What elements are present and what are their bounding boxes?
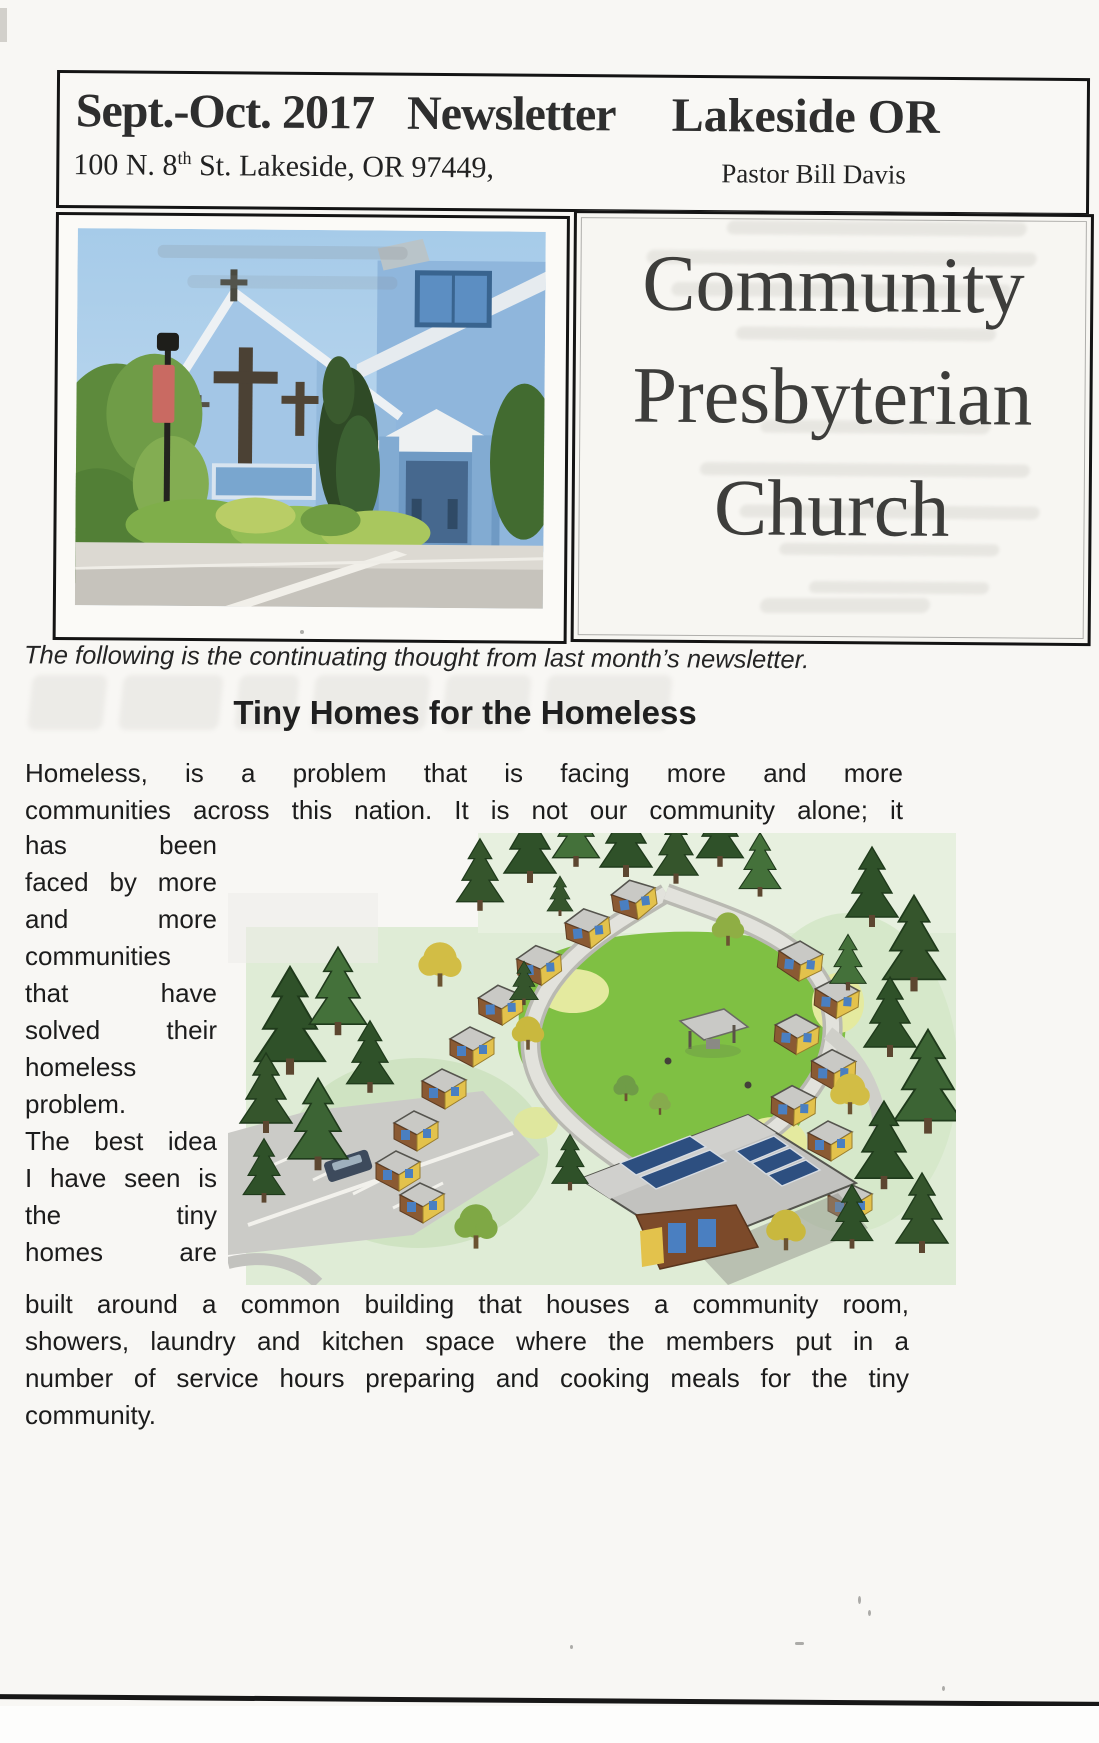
text-line: faced by more	[25, 867, 217, 897]
issue-title: Sept.-Oct. 2017 Newsletter	[75, 84, 616, 142]
text-line: number of service hours preparing and cooking meals for the tiny	[25, 1363, 909, 1393]
scan-speck	[942, 1686, 945, 1691]
scanner-bed	[0, 1706, 1099, 1743]
scan-speck	[570, 1645, 573, 1649]
church-address	[73, 147, 494, 185]
text-line: that have	[25, 978, 217, 1008]
scan-speck	[868, 1610, 871, 1616]
masthead-line-3: Church	[713, 464, 950, 554]
address-prefix: 100 N. 8	[73, 148, 178, 182]
text-line: homes are	[25, 1237, 217, 1267]
text-line: communities across this nation. It is not our community alone; it	[25, 795, 903, 825]
address-ordinal: th	[177, 147, 192, 169]
text-line: solved their	[25, 1015, 217, 1045]
text-line: communities	[25, 941, 171, 971]
text-line: I have seen is	[25, 1163, 217, 1193]
newsletter-top-section	[0, 0, 1099, 668]
text-line: showers, laundry and kitchen space where the members put in a	[25, 1326, 909, 1356]
text-line: Homeless, is a problem that is facing more and more	[25, 758, 903, 788]
scan-speck	[858, 1596, 861, 1604]
bleedthrough-mark	[759, 598, 931, 613]
text-line: homeless	[25, 1052, 137, 1082]
pastor-name: Pastor Bill Davis	[721, 158, 906, 190]
article-heading: Tiny Homes for the Homeless	[233, 694, 697, 731]
church-photo	[75, 228, 546, 609]
tiny-home-village-illustration	[228, 833, 956, 1285]
region-title: Lakeside OR	[671, 88, 940, 144]
text-line: The best idea	[25, 1126, 217, 1156]
address-suffix: St. Lakeside, OR 97449,	[191, 149, 495, 185]
church-photo-frame	[53, 212, 570, 644]
header-box	[56, 70, 1090, 216]
text-line: the tiny	[25, 1200, 217, 1230]
scan-speck	[300, 630, 304, 634]
masthead-line-2: Presbyterian	[632, 351, 1033, 443]
masthead-title	[574, 227, 1091, 567]
text-line: and more	[25, 904, 217, 934]
page-bottom-edge	[0, 1694, 1099, 1707]
scan-speck	[795, 1642, 804, 1645]
text-line: has been	[25, 830, 217, 860]
masthead-line-1: Community	[641, 239, 1025, 331]
intro-note: The following is the continuating thought from last month’s newsletter.	[23, 641, 810, 675]
bleedthrough-mark	[808, 581, 989, 594]
article-left-column	[25, 827, 217, 1271]
text-line: problem.	[25, 1089, 127, 1119]
text-line: built around a common building that houses a community room,	[25, 1289, 909, 1319]
article-paragraph-2	[25, 1286, 909, 1434]
masthead-box	[571, 210, 1094, 646]
article-paragraph-1	[25, 755, 903, 829]
text-line: community.	[25, 1400, 156, 1430]
